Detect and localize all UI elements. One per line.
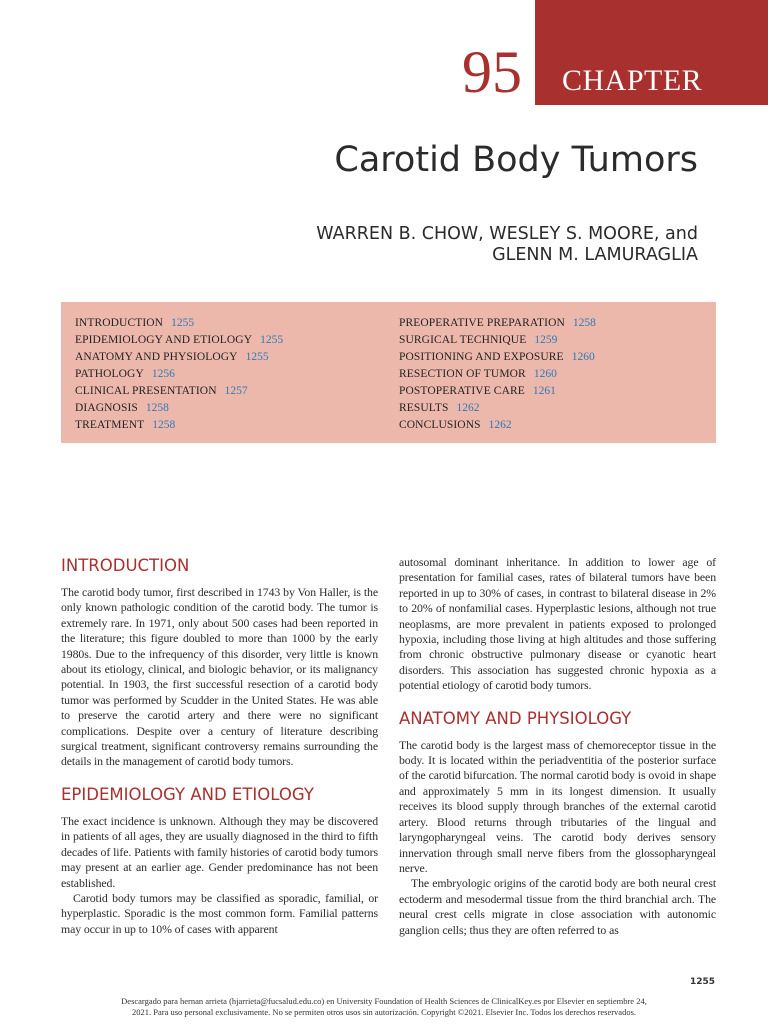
toc-label: PREOPERATIVE PREPARATION: [399, 317, 565, 329]
toc-item[interactable]: [399, 315, 596, 332]
toc-page-link[interactable]: 1258: [145, 402, 169, 414]
toc-item[interactable]: [399, 417, 596, 434]
footer-line-1: Descargado para hernan arrieta (hjarrieta@fucsalud.edu.co) en University Foundation of Health Sciences de ClinicalKey.es por Elsevier en septiembre 24,: [121, 996, 647, 1006]
authors-line-2: GLENN M. LAMURAGLIA: [492, 245, 698, 265]
toc-label: POSTOPERATIVE CARE: [399, 385, 525, 397]
toc-label: EPIDEMIOLOGY AND ETIOLOGY: [75, 334, 253, 346]
page-number: 1255: [690, 977, 716, 987]
toc-item[interactable]: [75, 400, 283, 417]
toc-page-link[interactable]: 1255: [171, 317, 195, 329]
toc-item[interactable]: [399, 349, 596, 366]
toc-page-link[interactable]: 1255: [260, 334, 284, 346]
toc-page-link[interactable]: 1261: [532, 385, 556, 397]
toc-label: ANATOMY AND PHYSIOLOGY: [75, 351, 238, 363]
paragraph: Carotid body tumors may be classified as sporadic, familial, or hyperplastic. Sporadic is the most common form. Familial patterns may occur in up to 10% of cases with apparent: [61, 890, 378, 936]
toc-page-link[interactable]: 1255: [245, 351, 269, 363]
toc-page-link[interactable]: 1258: [572, 317, 596, 329]
toc-label: CONCLUSIONS: [399, 419, 481, 431]
section-heading-epidemiology: EPIDEMIOLOGY AND ETIOLOGY: [61, 784, 314, 804]
toc-label: INTRODUCTION: [75, 317, 164, 329]
footer-line-2: 2021. Para uso personal exclusivamente. No se permiten otros usos sin autorización. Copyright ©2021. Elsevier Inc. Todos los derechos reservados.: [131, 1007, 637, 1017]
paragraph: The carotid body is the largest mass of chemoreceptor tissue in the body. It is located within the periadventitia of the posterior surface of the carotid bifurcation. The normal carotid body is ovoid in shape and approximately 5 mm in its longest dimension. It usually receives its blood supply through branches of the external carotid artery. Blood returns through tributaries of the lingual and laryngopharyngeal veins. The carotid body derives sensory innervation through small nerve fibers from the glossopharyngeal nerve.: [399, 737, 716, 875]
paragraph: The carotid body tumor, first described in 1743 by Von Haller, is the only known pathologic condition of the carotid body. The tumor is extremely rare. In 1971, only about 500 cases had been reported in the literature; this figure doubled to more than 1000 by the early 1980s. Due to the infrequency of this disorder, very little is known about its etiology, clinical, and biologic behavior, or its malignancy potential. In 1903, the first successful resection of a carotid body tumor was performed by Scudder in the United States. He was able to preserve the carotid artery and there were no significant complications. Despite over a century of literature describing surgical treatment, significant controversy remains surrounding the details in the management of carotid body tumors.: [61, 585, 378, 769]
toc-label: PATHOLOGY: [75, 368, 144, 380]
chapter-label: CHAPTER: [562, 64, 703, 97]
paragraph: The embryologic origins of the carotid body are both neural crest ectoderm and mesodermal tissue from the third branchial arch. The neural crest cells migrate in close association with autonomic ganglion cells; thus they are often referred to as: [399, 876, 716, 937]
authors-line-1: WARREN B. CHOW, WESLEY S. MOORE, and: [316, 224, 698, 244]
text-column-left: [61, 555, 378, 937]
toc-item[interactable]: [75, 383, 283, 400]
toc-page-link[interactable]: 1260: [533, 368, 557, 380]
toc-page-link[interactable]: 1259: [534, 334, 558, 346]
toc-label: POSITIONING AND EXPOSURE: [399, 351, 564, 363]
toc-item[interactable]: [75, 332, 283, 349]
download-footer: [0, 996, 768, 1018]
chapter-contents-box: [61, 302, 716, 443]
toc-label: CLINICAL PRESENTATION: [75, 385, 217, 397]
section-heading-anatomy: ANATOMY AND PHYSIOLOGY: [399, 708, 632, 728]
toc-item[interactable]: [399, 400, 596, 417]
toc-item[interactable]: [75, 417, 283, 434]
toc-item[interactable]: [399, 332, 596, 349]
chapter-number: 95: [462, 39, 522, 105]
toc-label: DIAGNOSIS: [75, 402, 138, 414]
toc-item[interactable]: [75, 315, 283, 332]
page-title: Carotid Body Tumors: [334, 140, 698, 180]
section-heading-introduction: INTRODUCTION: [61, 556, 190, 575]
text-column-right: [399, 555, 716, 938]
toc-page-link[interactable]: 1256: [151, 368, 175, 380]
toc-label: RESULTS: [399, 402, 449, 414]
toc-item[interactable]: [75, 366, 283, 383]
authors: [316, 224, 698, 266]
toc-item[interactable]: [399, 366, 596, 383]
toc-label: SURGICAL TECHNIQUE: [399, 334, 527, 346]
toc-page-link[interactable]: 1262: [456, 402, 480, 414]
toc-item[interactable]: [399, 383, 596, 400]
toc-column-left: [75, 315, 283, 434]
paragraph: The exact incidence is unknown. Although they may be discovered in patients of all ages, they are usually diagnosed in the third to fifth decades of life. Patients with family histories of carotid body tumors may present at an earlier age. Gender predominance has not been established.: [61, 813, 378, 890]
toc-column-right: [399, 315, 596, 434]
toc-page-link[interactable]: 1257: [224, 385, 248, 397]
paragraph: autosomal dominant inheritance. In addition to lower age of presentation for familial cases, rates of bilateral tumors have been reported in up to 30% of cases, in contrast to bilateral disease in 2% to 20% of nonfamilial cases. Hyperplastic lesions, although not true neoplasms, are more prevalent in patients exposed to prolonged hypoxia, including those living at high altitudes and those suffering from chronic obstructive pulmonary disease or cyanotic heart disorders. This association has suggested chronic hypoxia as a potential etiology of carotid body tumors.: [399, 555, 716, 693]
toc-label: RESECTION OF TUMOR: [399, 368, 526, 380]
toc-page-link[interactable]: 1262: [488, 419, 512, 431]
toc-item[interactable]: [75, 349, 283, 366]
toc-page-link[interactable]: 1260: [571, 351, 595, 363]
toc-page-link[interactable]: 1258: [152, 419, 176, 431]
toc-label: TREATMENT: [75, 419, 145, 431]
